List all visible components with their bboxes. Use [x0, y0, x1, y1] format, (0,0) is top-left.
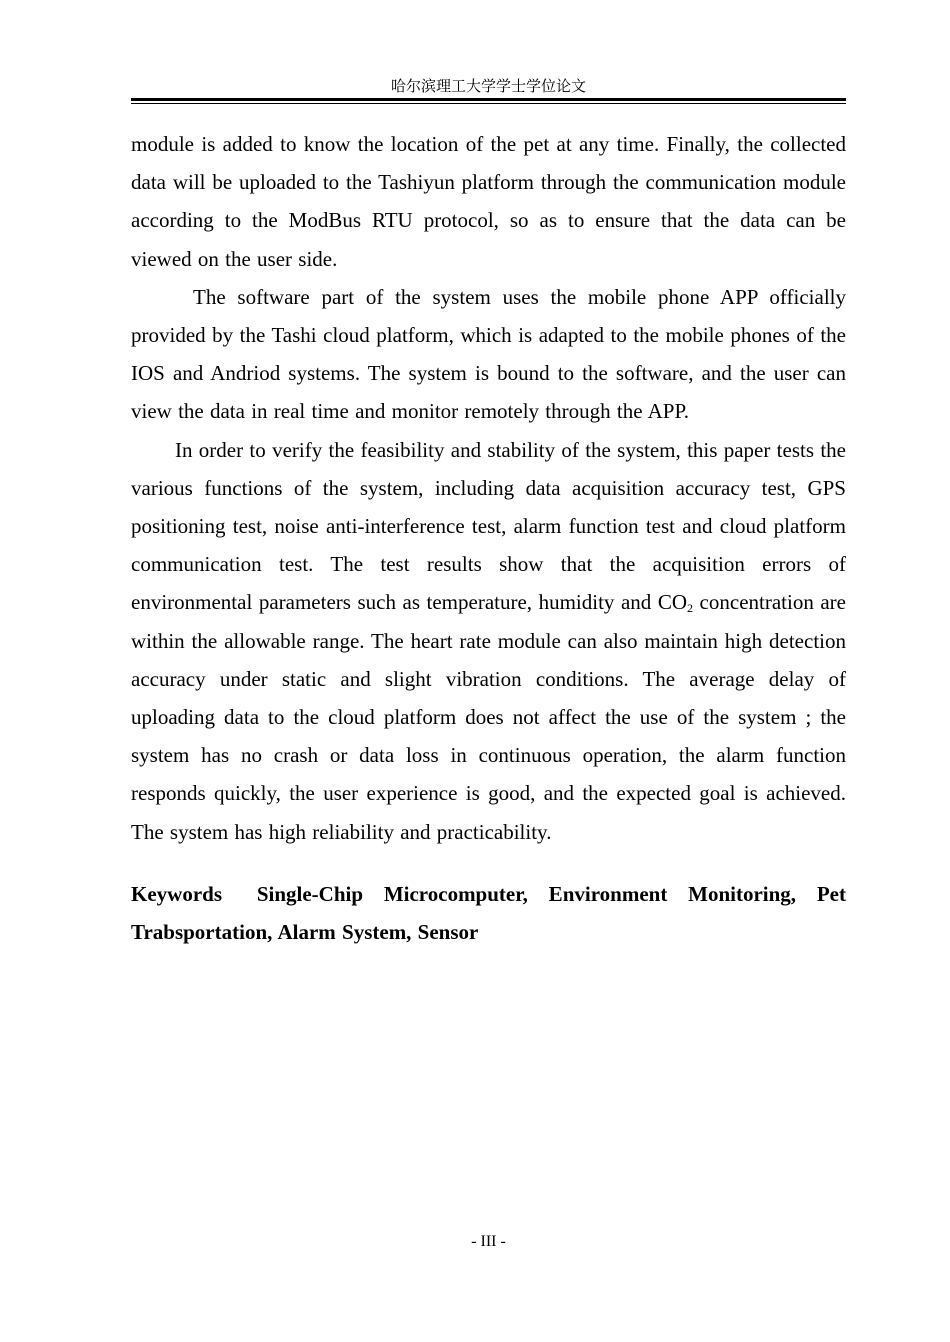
keywords-line: [131, 875, 846, 951]
co2-formula-base: CO: [657, 590, 688, 615]
keywords-label: Keywords: [131, 881, 222, 906]
paragraph-3: [131, 431, 846, 851]
header-rule-thin: [131, 103, 846, 104]
abstract-body: [131, 125, 846, 951]
page-header-title: 哈尔滨理工大学学士学位论文: [390, 77, 586, 95]
paragraph-1: module is added to know the location of the pet at any time. Finally, the collected data will be uploaded to the Tashiyun platform through the communication module according to the ModBus RTU protocol, so as to ensure that the data can be viewed on the user side.: [131, 132, 846, 271]
paragraph-3-part-1: In order to verify the feasibility and stability of the system, this paper tests the various functions of the system, including data acquisition accuracy test, GPS positioning test, noise anti-interference test, alarm function test and cloud platform communication test. The test results show that the acquisition errors of environmental parameters such as temperature, humidity and: [131, 437, 846, 615]
paragraph-3-part-2: concentration are within the allowable range. The heart rate module can also maintain high detection accuracy under static and slight vibration conditions. The average delay of uploading data to the cloud platform does not affect the use of the system ; the system has no crash or data loss in continuous operation, the alarm function responds quickly, the user experience is good, and the expected goal is achieved. The system has high reliability and practicability.: [131, 590, 846, 844]
page-number: - III -: [471, 1233, 506, 1250]
co2-formula-subscript: 2: [687, 601, 694, 616]
paragraph-2: The software part of the system uses the mobile phone APP officially provided by the Tashi cloud platform, which is adapted to the mobile phones of the IOS and Andriod systems. The system is bound to the software, and the user can view the data in real time and monitor remotely through the APP.: [131, 284, 846, 424]
keywords-list: Single-Chip Microcomputer, Environment Monitoring, Pet Trabsportation, Alarm System, Sensor: [131, 881, 846, 945]
header-rule-thick: [131, 98, 846, 101]
